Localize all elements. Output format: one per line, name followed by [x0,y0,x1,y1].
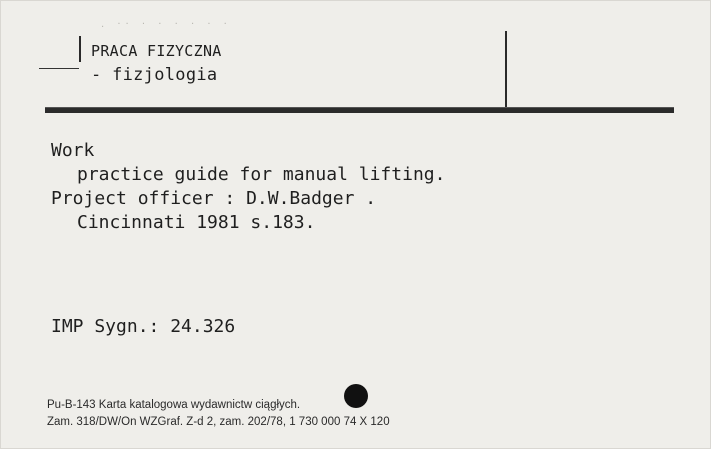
punch-hole [344,384,368,408]
entry-subtitle: practice guide for manual lifting. [77,164,446,185]
entry-officer: Project officer : D.W.Badger . [51,188,377,209]
card-footer [47,397,390,431]
header-rule [45,107,674,113]
subject-heading-sub: - fizjologia [91,65,218,85]
entry-title: Work [51,140,95,161]
catalog-entry [51,139,445,235]
footer-line-1: Pu-B-143 Karta katalogowa wydawnictw ciągłych. [47,399,301,411]
call-number: IMP Sygn.: 24.326 [51,316,236,337]
footer-line-2: Zam. 318/DW/On WZGraf. Z-d 2, zam. 202/78, 1 730 000 74 X 120 [47,416,390,428]
entry-publication: Cincinnati 1981 s.183. [77,212,316,233]
short-horizontal-line [39,68,79,69]
faint-marks: . ·· · · · · · · [101,19,232,30]
right-divider-line [505,31,507,108]
subject-heading [91,39,222,87]
subject-heading-main: PRACA FIZYCZNA [91,42,222,60]
left-divider-line [79,36,81,62]
